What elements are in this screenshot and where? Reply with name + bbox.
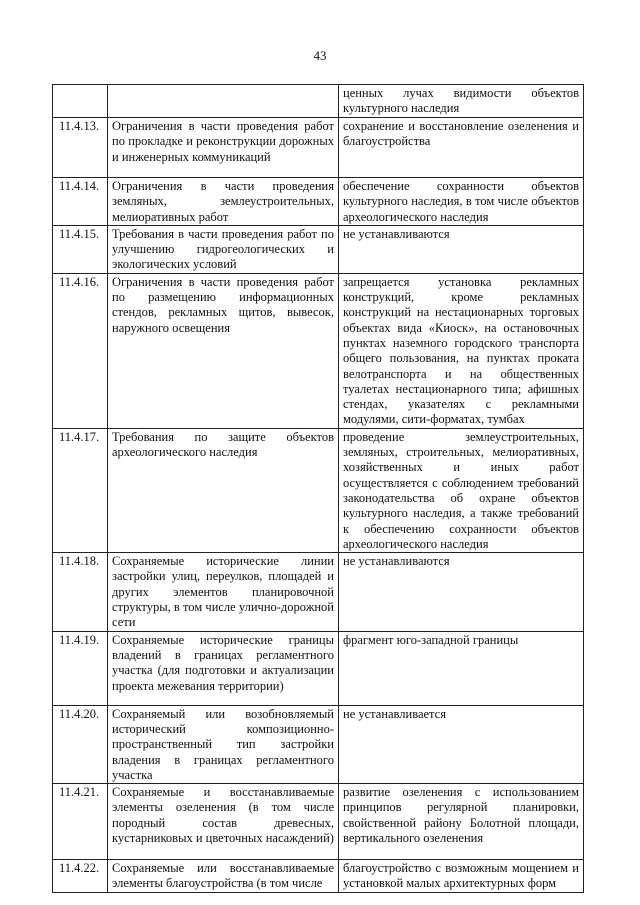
table-row xyxy=(53,784,584,860)
table-row xyxy=(53,553,584,631)
row-number: 11.4.16. xyxy=(53,273,108,428)
row-name: Требования по защите объектов археологического наследия xyxy=(108,428,339,552)
row-number: 11.4.22. xyxy=(53,860,108,893)
row-requirement: не устанавливаются xyxy=(339,553,584,631)
row-requirement: обеспечение сохранности объектов культурного наследия, в том числе объектов археологического наследия xyxy=(339,178,584,226)
table-row xyxy=(53,225,584,273)
table-row xyxy=(53,428,584,552)
row-name: Требования в части проведения работ по улучшению гидрогеологических и экологических условий xyxy=(108,225,339,273)
table-row xyxy=(53,631,584,705)
row-name: Ограничения в части проведения работ по размещению информационных стендов, рекламных щитов, вывесок, наружного освещения xyxy=(108,273,339,428)
row-name: Ограничения в части проведения земляных, землеустроительных, мелиоративных работ xyxy=(108,178,339,226)
row-name: Сохраняемые и восстанавливаемые элементы озеленения (в том числе породный состав древесных, кустарниковых и цветочных насаждений) xyxy=(108,784,339,860)
row-name xyxy=(108,85,339,118)
table-row xyxy=(53,705,584,783)
row-number: 11.4.15. xyxy=(53,225,108,273)
row-number: 11.4.20. xyxy=(53,705,108,783)
table-row xyxy=(53,860,584,893)
row-requirement: ценных лучах видимости объектов культурного наследия xyxy=(339,85,584,118)
table-row xyxy=(53,273,584,428)
row-requirement: не устанавливается xyxy=(339,705,584,783)
page-number: 43 xyxy=(313,48,327,63)
row-name: Сохраняемые исторические линии застройки улиц, переулков, площадей и других элементов планировочной структуры, в том числе улично-дорожной сети xyxy=(108,553,339,631)
row-name: Сохраняемые исторические границы владений в границах регламентного участка (для подготовки и актуализации проекта межевания территории) xyxy=(108,631,339,705)
row-number xyxy=(53,85,108,118)
regulations-table xyxy=(52,84,584,893)
row-number: 11.4.19. xyxy=(53,631,108,705)
row-requirement: сохранение и восстановление озеленения и благоустройства xyxy=(339,118,584,178)
row-requirement: развитие озеленения с использованием принципов регулярной планировки, свойственной району Болотной площади, вертикального озеленения xyxy=(339,784,584,860)
row-number: 11.4.13. xyxy=(53,118,108,178)
table-row xyxy=(53,118,584,178)
row-name: Ограничения в части проведения работ по прокладке и реконструкции дорожных и инженерных коммуникаций xyxy=(108,118,339,178)
row-requirement: запрещается установка рекламных конструкций, кроме рекламных конструкций на нестационарных торговых объектах вида «Киоск», на остановочных пунктах наземного городского транспорта общего пользования, на пунктах проката велотранспорта и на общественных туалетах нестационарного типа; афишных стендах, указателях с рекламными модулями, сити-форматах, тумбах xyxy=(339,273,584,428)
row-name: Сохраняемые или восстанавливаемые элементы благоустройства (в том числе xyxy=(108,860,339,893)
row-number: 11.4.14. xyxy=(53,178,108,226)
row-number: 11.4.17. xyxy=(53,428,108,552)
table-row xyxy=(53,85,584,118)
table-row xyxy=(53,178,584,226)
row-number: 11.4.18. xyxy=(53,553,108,631)
row-requirement: не устанавливаются xyxy=(339,225,584,273)
row-name: Сохраняемый или возобновляемый исторический композиционно-пространственный тип застройки владения в границах регламентного участка xyxy=(108,705,339,783)
row-requirement: проведение землеустроительных, земляных, строительных, мелиоративных, хозяйственных и иных работ осуществляется с соблюдением требований законодательства об охране объектов культурного наследия, а также требований к обеспечению сохранности объектов археологического наследия xyxy=(339,428,584,552)
row-number: 11.4.21. xyxy=(53,784,108,860)
row-requirement: благоустройство с возможным мощением и установкой малых архитектурных форм xyxy=(339,860,584,893)
row-requirement: фрагмент юго-западной границы xyxy=(339,631,584,705)
